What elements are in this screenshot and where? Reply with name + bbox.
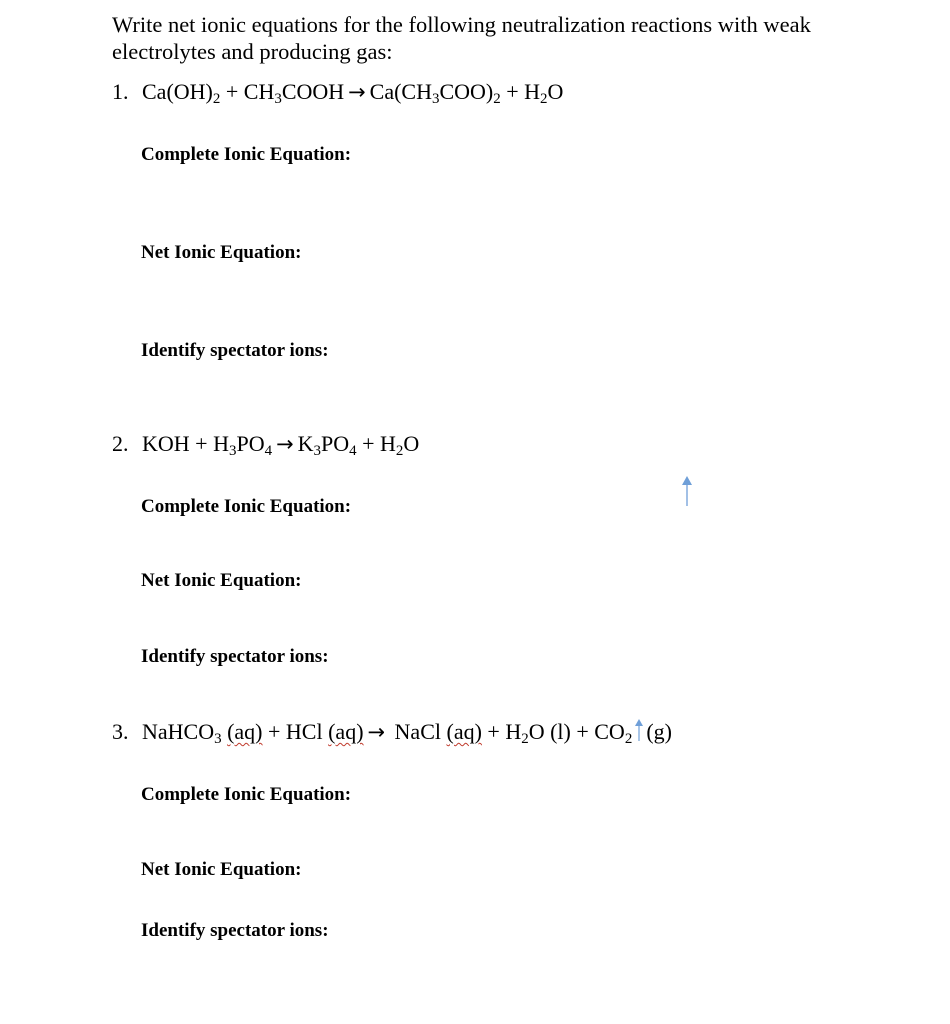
gas-up-arrow-icon — [634, 719, 644, 741]
spellcheck-underline: (aq) — [328, 719, 364, 744]
spectator-ions-label-2: Identify spectator ions: — [141, 646, 329, 667]
net-ionic-label-3: Net Ionic Equation: — [141, 859, 302, 880]
reaction-arrow-icon: → — [348, 80, 366, 104]
problem-number: 3. — [112, 719, 129, 744]
complete-ionic-label-1: Complete Ionic Equation: — [141, 144, 352, 165]
spectator-ions-label-1: Identify spectator ions: — [141, 340, 329, 361]
up-arrow-icon — [681, 476, 693, 506]
reaction-arrow-icon: → — [276, 432, 294, 456]
spellcheck-underline: (aq) — [446, 719, 482, 744]
complete-ionic-label-2: Complete Ionic Equation: — [141, 496, 352, 517]
net-ionic-label-2: Net Ionic Equation: — [141, 570, 302, 591]
spectator-ions-label-3: Identify spectator ions: — [141, 920, 329, 941]
complete-ionic-label-3: Complete Ionic Equation: — [141, 784, 352, 805]
problem-number: 1. — [112, 79, 129, 104]
equation-2: 2. KOH + $H_3PO_4 \to K_3PO_4 + H_2O$ — [112, 431, 420, 460]
reaction-arrow-icon: → — [367, 720, 386, 744]
equation-1: 1. $Ca(OH)_2$ + $CH_3COOH \to Ca(CH_3COO)_2 + H_2O$ — [112, 79, 564, 108]
instructions: Write net ionic equations for the following neutralization reactions with weak electrolytes and producing gas: — [112, 12, 811, 64]
spellcheck-underline: (aq) — [227, 719, 263, 744]
net-ionic-label-1: Net Ionic Equation: — [141, 242, 302, 263]
equation-3: 3. NaHCO$_3$ (aq) + HCl (aq) → NaCl $(aq) + H_2O$ $(l) + CO_2$ (g) — [112, 719, 672, 748]
problem-number: 2. — [112, 431, 129, 456]
